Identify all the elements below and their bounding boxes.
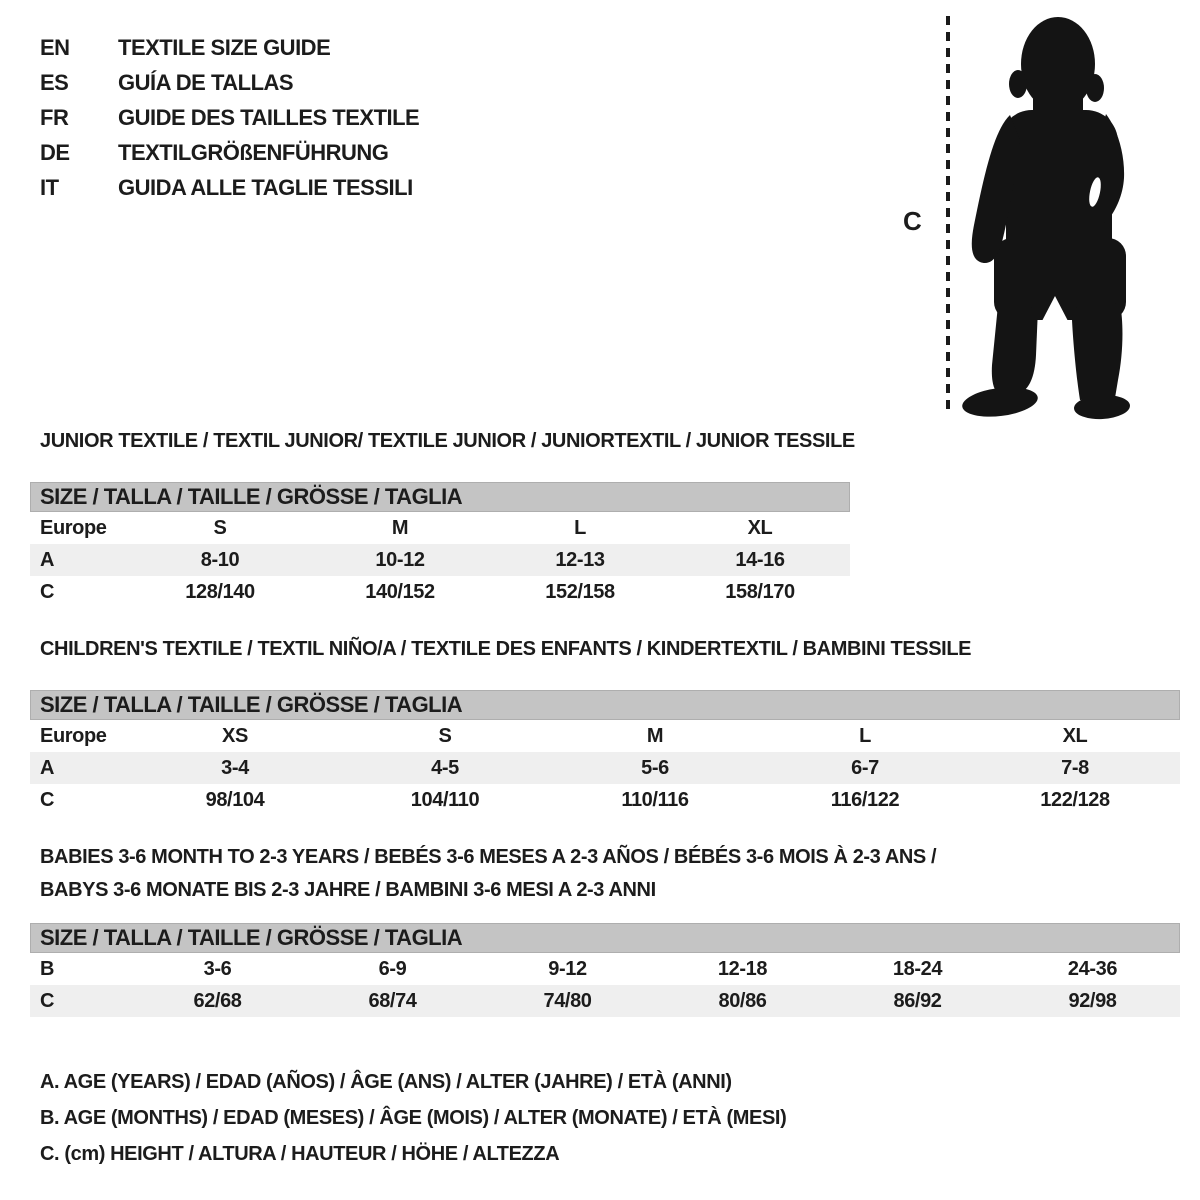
table-cell: 140/152 — [365, 580, 435, 603]
table-row-a — [30, 544, 850, 576]
section-title-children: CHILDREN'S TEXTILE / TEXTIL NIÑO/A / TEXTILE DES ENFANTS / KINDERTEXTIL / BAMBINI TESSILE — [40, 638, 972, 660]
language-guide-title: GUÍA DE TALLAS — [118, 69, 294, 95]
table-row-b — [30, 953, 1180, 985]
table-cell: 8-10 — [200, 548, 240, 571]
section-title-junior: JUNIOR TEXTILE / TEXTIL JUNIOR/ TEXTILE JUNIOR / JUNIORTEXTIL / JUNIOR TESSILE — [40, 430, 855, 452]
table-cell: XL — [1062, 724, 1088, 747]
language-guide-title: GUIDA ALLE TAGLIE TESSILI — [118, 174, 413, 200]
table-cell: 128/140 — [185, 580, 255, 603]
row-label: A — [40, 756, 55, 779]
table-cell: S — [213, 516, 227, 539]
table-cell: 6-9 — [378, 957, 407, 980]
table-cell: M — [646, 724, 664, 747]
size-header-bar: SIZE / TALLA / TAILLE / GRÖSSE / TAGLIA — [30, 690, 1180, 720]
children-size-table — [30, 690, 1180, 816]
section-title-babies-line1: BABIES 3-6 MONTH TO 2-3 YEARS / BEBÉS 3-6 MESES A 2-3 AÑOS / BÉBÉS 3-6 MOIS À 2-3 ANS / — [40, 846, 937, 868]
row-label: C — [40, 788, 55, 811]
table-cell: 92/98 — [1068, 989, 1117, 1012]
language-title-list — [40, 30, 419, 205]
table-cell: 62/68 — [193, 989, 242, 1012]
row-label: C — [40, 989, 55, 1012]
row-label: Europe — [40, 724, 107, 747]
language-code: FR — [40, 104, 69, 130]
table-cell: L — [574, 516, 586, 539]
table-cell: 158/170 — [725, 580, 795, 603]
table-cell: 24-36 — [1067, 957, 1118, 980]
table-cell: 14-16 — [735, 548, 785, 571]
table-cell: 6-7 — [851, 756, 879, 779]
table-cell: XS — [222, 724, 248, 747]
language-code: DE — [40, 139, 70, 165]
table-row-c — [30, 784, 1180, 816]
size-header-bar: SIZE / TALLA / TAILLE / GRÖSSE / TAGLIA — [30, 482, 850, 512]
legend-line-a: A. AGE (YEARS) / EDAD (AÑOS) / ÂGE (ANS) / ALTER (JAHRE) / ETÀ (ANNI) — [40, 1071, 732, 1093]
table-cell: 98/104 — [205, 788, 265, 811]
legend — [40, 1064, 786, 1172]
table-cell: 110/116 — [621, 788, 689, 811]
language-guide-title: GUIDE DES TAILLES TEXTILE — [118, 104, 420, 130]
language-row — [40, 170, 419, 205]
babies-size-table — [30, 923, 1180, 1017]
junior-size-table — [30, 482, 850, 608]
size-header-bar: SIZE / TALLA / TAILLE / GRÖSSE / TAGLIA — [30, 923, 1180, 953]
table-cell: 74/80 — [543, 989, 592, 1012]
row-label: C — [40, 580, 55, 603]
language-guide-title: TEXTILE SIZE GUIDE — [118, 34, 331, 60]
legend-line-c: C. (cm) HEIGHT / ALTURA / HAUTEUR / HÖHE / ALTEZZA — [40, 1143, 560, 1165]
table-cell: XL — [747, 516, 773, 539]
table-cell: 12-18 — [717, 957, 768, 980]
table-cell: 80/86 — [718, 989, 767, 1012]
row-label: A — [40, 548, 55, 571]
language-guide-title: TEXTILGRÖßENFÜHRUNG — [118, 139, 389, 165]
table-row-europe — [30, 512, 850, 544]
table-row-a — [30, 752, 1180, 784]
section-title-babies-line2: BABYS 3-6 MONATE BIS 2-3 JAHRE / BAMBINI 3-6 MESI A 2-3 ANNI — [40, 879, 656, 901]
table-cell: 152/158 — [545, 580, 615, 603]
height-measure-dashed-line — [946, 16, 950, 415]
table-cell: 104/110 — [410, 788, 480, 811]
table-cell: 122/128 — [1040, 788, 1110, 811]
language-row — [40, 65, 419, 100]
legend-line-b: B. AGE (MONTHS) / EDAD (MESES) / ÂGE (MOIS) / ALTER (MONATE) / ETÀ (MESI) — [40, 1107, 787, 1129]
table-row-c — [30, 576, 850, 608]
table-cell: S — [438, 724, 452, 747]
table-cell: 5-6 — [641, 756, 669, 779]
table-cell: M — [391, 516, 409, 539]
row-label: B — [40, 957, 55, 980]
table-cell: 9-12 — [548, 957, 587, 980]
table-cell: 12-13 — [555, 548, 605, 571]
table-cell: 68/74 — [368, 989, 417, 1012]
language-code: ES — [40, 69, 69, 95]
table-cell: 18-24 — [892, 957, 943, 980]
language-code: IT — [40, 174, 59, 200]
language-row — [40, 100, 419, 135]
language-row — [40, 30, 419, 65]
table-row-europe — [30, 720, 1180, 752]
table-row-c — [30, 985, 1180, 1017]
table-cell: 10-12 — [375, 548, 425, 571]
table-cell: 3-6 — [203, 957, 232, 980]
table-cell: 86/92 — [893, 989, 942, 1012]
language-row — [40, 135, 419, 170]
table-cell: 116/122 — [830, 788, 900, 811]
table-cell: 4-5 — [431, 756, 459, 779]
height-measure-label: C — [903, 206, 922, 236]
table-cell: 3-4 — [221, 756, 249, 779]
language-code: EN — [40, 34, 70, 60]
row-label: Europe — [40, 516, 107, 539]
table-cell: 7-8 — [1061, 756, 1089, 779]
toddler-silhouette-image — [958, 10, 1138, 422]
table-cell: L — [859, 724, 871, 747]
